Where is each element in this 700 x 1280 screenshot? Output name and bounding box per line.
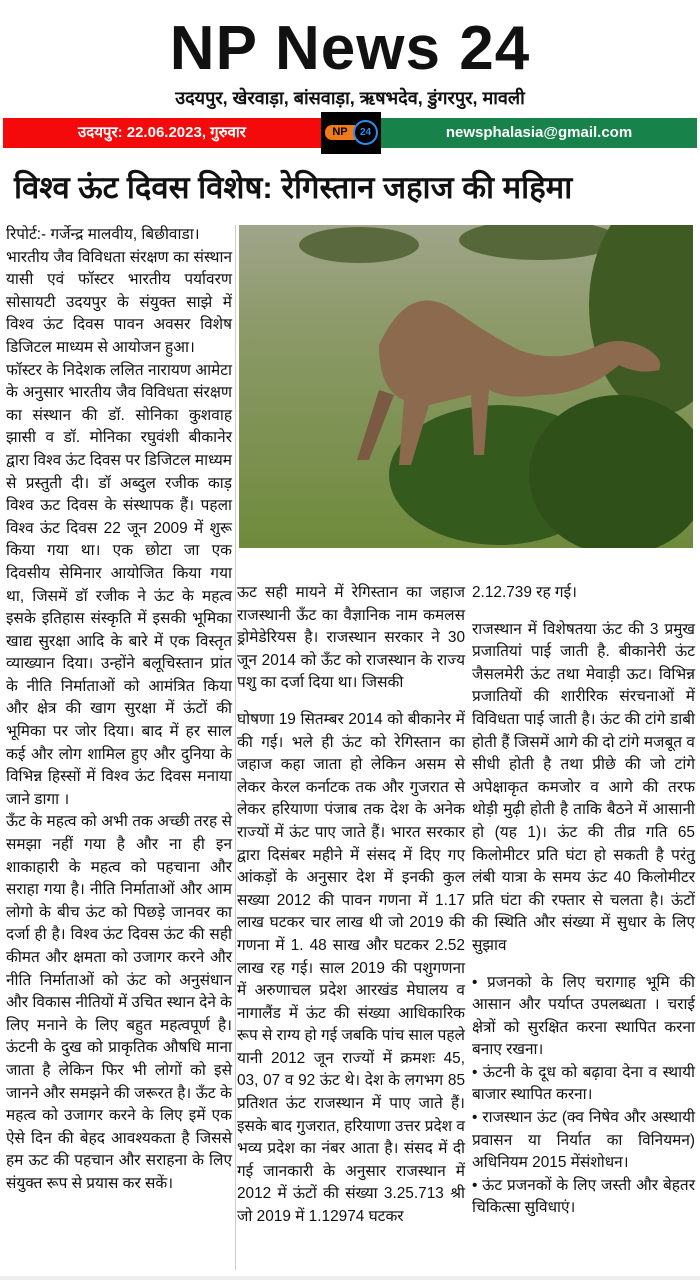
logo-np-mark: NP	[325, 125, 355, 140]
paragraph: राजस्थान में विशेषतया ऊंट की 3 प्रमुख प्रजातियां पाई जाती है. बीकानेरी ऊंट जैसलमेरी ऊंट तथा मेवाड़ी ऊट। विभिन्न प्रजातियों की शारीरिक संरचनाओं में विविधता पाई जाती है। ऊंट की टांगे डाबी होती हैं जिसमें आगे की दो टांगे मजबूत व सीधी होती है तथा प्रीछे की जो टांगे अपेक्षाकृत कमजोर व आगे की तरफ थोड़ी मुढ़ी होती है ताकि बैठने में आसानी हो (यह 1)। ऊंट की तीव्र गति 65 किलोमीटर प्रति घंटा हो सकती है परंतु लंबी यात्रा के समय ऊंट 40 किलोमीटर प्रति घंटा की रफ्तार से चलता है। ऊंटों की स्थिति और संख्या में सुधार के लिए सुझाव	[472, 620, 695, 954]
suggestion-item: • ऊंट प्रजनकों के लिए जस्ती और बेहतर चिकित्सा सुविधाएं।	[472, 1176, 695, 1217]
date-line: उदयपुर: 22.06.2023, गुरुवार	[3, 118, 321, 148]
article-headline: विश्व ऊंट दिवस विशेष: रेगिस्तान जहाज की महिमा	[14, 170, 573, 205]
masthead-cities: उदयपुर, खेरवाड़ा, बांसवाड़ा, ऋषभदेव, डुंगरपुर, मावली	[175, 88, 525, 108]
right-column	[472, 582, 695, 1220]
middle-column	[237, 582, 465, 1229]
paragraph: ऊट सही मायने में रेगिस्तान का जहाज राजस्थानी ऊँट का वैज्ञानिक नाम कमलस ड्रोमेडेरियस है। राजस्थान सरकार ने 30 जून 2014 को ऊँट को राजस्थान के राज्य पशु का दर्जा दिया था। जिसकी	[237, 584, 465, 692]
paragraph: 2.12.739 रह गई।	[472, 584, 577, 601]
suggestion-item: • प्रजनको के लिए चरागाह भूमि की आसान और पर्याप्त उपलब्धता । चराई क्षेत्रों को सुरक्षित करना स्थापित करना बनाए रखना।	[472, 973, 695, 1059]
paragraph: भारतीय जैव विविधता संरक्षण का संस्थान यासी एवं फॉस्टर भारतीय पर्यावरण सोसायटी उदयपुर के संयुक्त साझे में विश्व ऊंट दिवस पावन अवसर विशेष डिजिटल माध्यम से आयोजन हुआ।	[6, 248, 232, 356]
suggestion-item: • ऊंटनी के दूध को बढ़ावा देना व स्थायी बाजार स्थापित करना।	[472, 1063, 695, 1104]
column-divider	[235, 225, 236, 1270]
np24-logo	[321, 112, 381, 154]
logo-24-ring: 24	[353, 120, 378, 145]
byline: रिपोर्ट:- गर्जेन्द्र मालवीय, बिछीवाडा।	[6, 226, 200, 243]
paragraph: ऊँट के महत्व को अभी तक अच्छी तरह से समझा नहीं गया है और ना ही इन शाकाहारी के महत्व को पहचाना और सराहा गया है। नीति निर्माताओं और आम लोगो के बीच ऊंट को पिछड़े जानवर का दर्जा ही है। विश्व ऊंट दिवस ऊंट की सही कीमत और क्षमता को उजागर करने और नीति निर्माताओं को ऊंट को अनुसंधान और विकास नीतियों में उचित स्थान देने के लिए मनाने के लिए बहुत महत्वपूर्ण है।ऊंटनी के दुख को प्राकृतिक औषधि माना जाता है लेकिन फिर भी लोगों को इसे जानने और समझने की जरूरत है। ऊँट के महत्व को उजागर करने के लिए इमें एक ऐसे दिन की बेहद आवश्यकता है जिससे हम ऊट की पहचान और सराहना के लिए संयुक्त रूप से प्रयास कर सकें।	[6, 813, 232, 1192]
page-bottom-border	[0, 1276, 700, 1280]
paragraph: फॉस्टर के निदेशक ललित नारायण आमेटा के अनुसार भारतीय जैव विविधता संरक्षण का संस्थान की डॉ. सोनिका कुशवाह झासी व डॉ. मोनिका रघुवंशी बीकानेर द्वारा विश्व ऊंट दिवस पर डिजिटल माध्यम से प्रस्तुती दी। डॉ अब्दुल रजीक काड़ विश्व ऊट दिवस के संस्थापक हैं। पहला विश्व ऊंट दिवस 22 जून 2009 में शुरू किया गया था। एक छोटा जा एक दिवसीय सेमिनार आयोजित किया गया था, जिसमें डॉ रजीक ने ऊंट के महत्व इसके इतिहास संस्कृति में इसकी भूमिका खाद्य सुरक्षा आदि के बारे में एक विस्तृत व्याख्यान दिया। उन्होंने बलूचिस्तान प्रांत के नीति निर्माताओं को आमंत्रित किया और क्षेत्र की खाग सुरक्षा में ऊंटों की भूमिका पर जोर दिया। बाद में हर साल कई और लोग शामिल हुए और दुनिया के विभिन्न हिस्सों में विश्व ऊंट दिवस मनाया जाने डागा ।	[6, 361, 232, 808]
camel-photo	[239, 225, 693, 548]
masthead-title: NP News 24	[169, 14, 531, 83]
suggestion-item: • राजस्थान ऊंट (क्व निषेव और अस्थायी प्रवासन या निर्यात का विनियमन) अधिनियम 2015 मेंसंशोधन।	[472, 1109, 695, 1172]
email-address: newsphalasia@gmail.com	[381, 118, 697, 148]
left-column	[6, 224, 232, 1196]
date-banner	[3, 118, 697, 148]
paragraph: घोषणा 19 सितम्बर 2014 को बीकानेर में की गई। भले ही ऊंट को रेगिस्तान का जहाज कहा जाता हो लेकिन असम से लेकर केरल कर्नाटक तक और गुजरात से लेकर हरियाणा पंजाब तक देश के अनेक राज्यों में ऊंट पाए जाते हैं। भारत सरकार द्वारा दिसंबर महीने में संसद में दिए गए आंकड़ों के अनुसार देश में इनकी कुल सख्या 2012 की पावन गणना में 1.17 लाख घटकर चार लाख थी जो 2019 की गणना में 1. 48 साख और घटकर 2.52 लाख रह गई। साल 2019 की पशुगणना में अरुणाचल प्रदेश आरखंड मेघालय व नागालैंड में ऊंट की संख्या आधिकारिक रूप से राग्य हो गई जबकि पांच साल पहले यानी 2012 जून राज्यों में क्रमशः 45, 03, 07 व 92 ऊंट थे। देश के लगभग 85 प्रतिशत ऊंट राजस्थान में पाए जाते हैं। इसके बाद गुजरात, हरियाणा उत्तर प्रदेश व भव्य प्रदेश का नंबर आता है। संसद में दी गई जानकारी के अनुसार राजस्थान में 2012 में ऊंटों की संख्या 3.25.713 श्री जो 2019 में 1.12974 घटकर	[237, 710, 465, 1226]
